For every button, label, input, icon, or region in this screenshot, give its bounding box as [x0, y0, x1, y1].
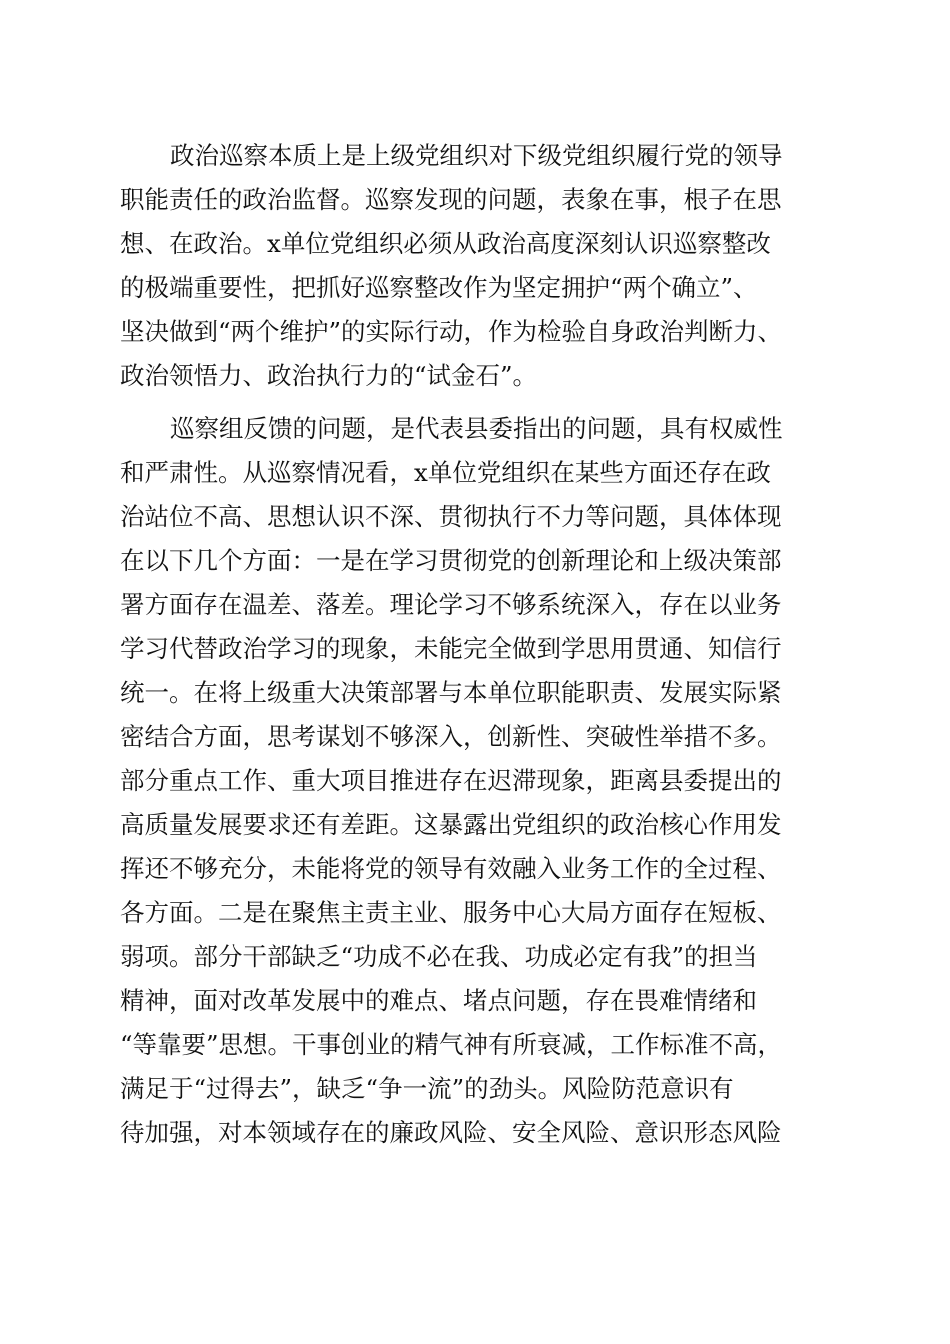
paragraph-2-line-12: 各方面。二是在聚焦主责主业、服务中心大局方面存在短板、: [120, 898, 782, 927]
paragraph-2-line-2: 和严肃性。从巡察情况看，x单位党组织在某些方面还存在政: [120, 458, 771, 487]
paragraph-2-line-9: 部分重点工作、重大项目推进存在迟滞现象，距离县委提出的: [120, 766, 782, 795]
paragraph-2-line-8: 密结合方面，思考谋划不够深入，创新性、突破性举措不多。: [120, 722, 782, 751]
paragraph-1-line-2: 职能责任的政治监督。巡察发现的问题，表象在事，根子在思: [120, 185, 782, 214]
paragraph-1-line-5: 坚决做到“两个维护”的实际行动，作为检验自身政治判断力、: [120, 317, 783, 346]
paragraph-2-line-13: 弱项。部分干部缺乏“功成不必在我、功成必定有我”的担当: [120, 942, 758, 971]
paragraph-2-line-11: 挥还不够充分，未能将党的领导有效融入业务工作的全过程、: [120, 854, 782, 883]
paragraph-2-line-7: 统一。在将上级重大决策部署与本单位职能职责、发展实际紧: [120, 678, 782, 707]
paragraph-1-line-4: 的极端重要性，把抓好巡察整改作为坚定拥护“两个确立”、: [120, 273, 758, 302]
paragraph-1-line-3: 想、在政治。x单位党组织必须从政治高度深刻认识巡察整改: [120, 229, 771, 258]
paragraph-2-line-6: 学习代替政治学习的现象，未能完全做到学思用贯通、知信行: [120, 634, 782, 663]
paragraph-2-line-14: 精神，面对改革发展中的难点、堵点问题，存在畏难情绪和: [120, 986, 757, 1015]
paragraph-1-line-6: 政治领悟力、政治执行力的“试金石”。: [120, 361, 538, 390]
paragraph-2-line-16: 满足于“过得去”，缺乏“争一流”的劲头。风险防范意识有: [120, 1074, 734, 1103]
paragraph-1-line-1: 政治巡察本质上是上级党组织对下级党组织履行党的领导: [170, 141, 783, 170]
paragraph-2-line-15: “等靠要”思想。干事创业的精气神有所衰减，工作标准不高，: [120, 1030, 783, 1059]
paragraph-2-line-10: 高质量发展要求还有差距。这暴露出党组织的政治核心作用发: [120, 810, 782, 839]
paragraph-2-line-1: 巡察组反馈的问题，是代表县委指出的问题，具有权威性: [170, 414, 783, 443]
paragraph-2-line-3: 治站位不高、思想认识不深、贯彻执行不力等问题，具体体现: [120, 502, 782, 531]
paragraph-2-line-4: 在以下几个方面：一是在学习贯彻党的创新理论和上级决策部: [120, 546, 782, 575]
paragraph-2-line-5: 署方面存在温差、落差。理论学习不够系统深入，存在以业务: [120, 590, 782, 619]
paragraph-2-line-17: 待加强，对本领域存在的廉政风险、安全风险、意识形态风险: [120, 1118, 782, 1147]
